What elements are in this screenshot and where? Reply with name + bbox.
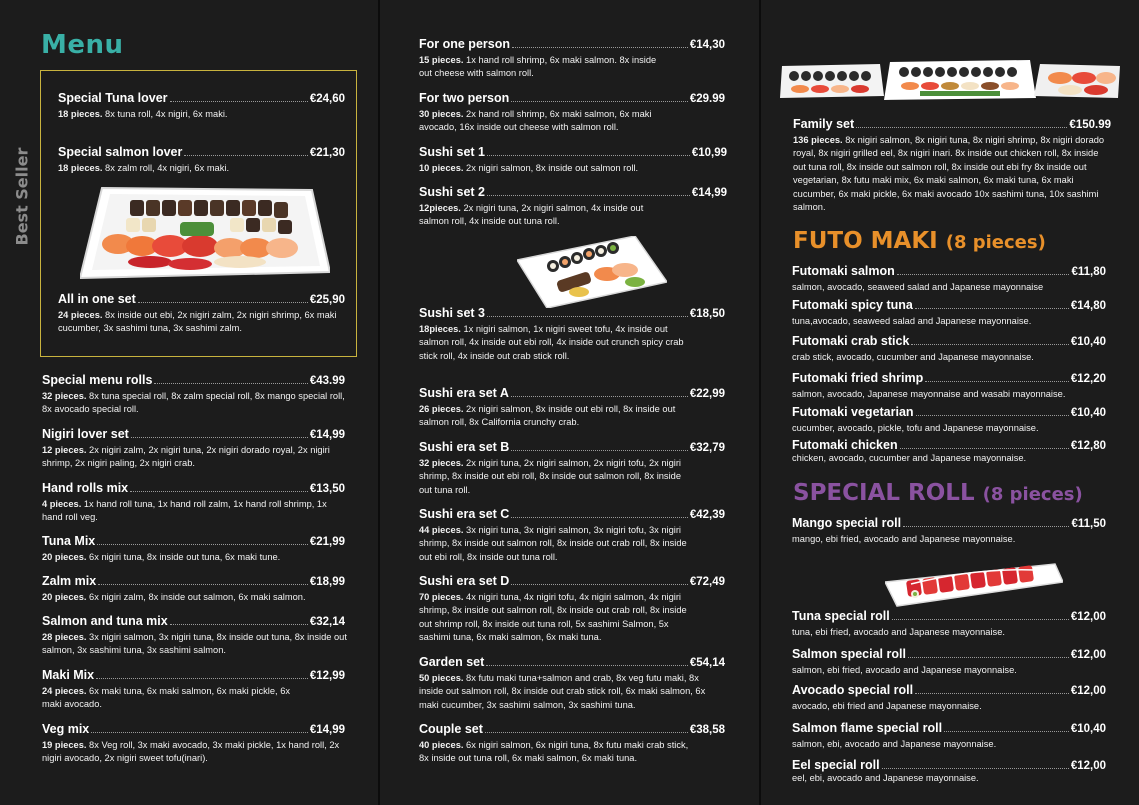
item-count: 26 pieces. <box>419 404 464 414</box>
menu-item <box>42 481 345 525</box>
menu-item <box>792 609 1106 639</box>
item-price: €14,99 <box>691 187 727 199</box>
item-description: tuna, ebi fried, avocado and Japanese mayonnaise. <box>792 627 1005 637</box>
item-count: 70 pieces. <box>419 592 464 602</box>
sushi-set-image <box>517 236 667 308</box>
item-description: salmon, ebi fried, avocado and Japanese mayonnaise. <box>792 665 1017 675</box>
item-price: €54,14 <box>689 657 725 669</box>
item-price: €12,00 <box>1070 760 1106 772</box>
item-price: €13,50 <box>309 483 345 495</box>
item-description: 1x hand roll tuna, 1x hand roll zalm, 1x hand roll shrimp, 1x hand roll veg. <box>42 499 327 523</box>
item-name: Futomaki chicken <box>792 438 898 452</box>
item-count: 19 pieces. <box>42 740 87 750</box>
menu-item <box>58 91 345 121</box>
menu-item <box>792 298 1106 328</box>
item-description: 6x nigiri tuna, 8x inside out tuna, 6x maki tune. <box>86 552 281 562</box>
item-description: 6x nigiri zalm, 8x inside out salmon, 6x maki salmon. <box>86 592 306 602</box>
menu-item <box>419 386 725 430</box>
item-count: 28 pieces. <box>42 632 87 642</box>
item-price: €14,99 <box>309 724 345 736</box>
item-price: €14,80 <box>1070 300 1106 312</box>
item-price: €32,14 <box>309 616 345 628</box>
item-description: chicken, avocado, cucumber and Japanese mayonnaise. <box>792 453 1027 463</box>
item-name: Futomaki crab stick <box>792 334 910 348</box>
item-price: €12,20 <box>1070 373 1106 385</box>
item-count: 24 pieces. <box>58 310 103 320</box>
item-count: 12pieces. <box>419 203 461 213</box>
item-price: €38,58 <box>689 724 725 736</box>
item-count: 18 pieces. <box>58 109 103 119</box>
item-name: Maki Mix <box>42 668 95 682</box>
item-price: €12,00 <box>1070 685 1106 697</box>
menu-item <box>792 758 1106 785</box>
item-count: 40 pieces. <box>419 740 464 750</box>
item-price: €21,30 <box>309 147 345 159</box>
item-name: Garden set <box>419 655 485 669</box>
menu-item <box>792 438 1106 465</box>
item-price: €10,40 <box>1070 407 1106 419</box>
item-count: 32 pieces. <box>419 458 464 468</box>
item-name: Tuna Mix <box>42 534 96 548</box>
item-description: 2x nigiri salmon, 8x inside out ebi roll, 8x inside out salmon roll, 8x California crunchy crab. <box>419 404 676 428</box>
menu-item <box>792 683 1106 713</box>
menu-item <box>792 371 1106 401</box>
futo-maki-title <box>793 228 1046 254</box>
menu-column-1 <box>0 0 378 805</box>
item-name: Special salmon lover <box>58 145 183 159</box>
menu-item <box>42 427 345 471</box>
menu-item <box>419 507 725 564</box>
section-title-text: FUTO MAKI <box>793 228 938 254</box>
item-name: Veg mix <box>42 722 90 736</box>
item-count: 20 pieces. <box>42 592 87 602</box>
item-name: Futomaki fried shrimp <box>792 371 924 385</box>
item-count: 30 pieces. <box>419 109 464 119</box>
item-name: Salmon and tuna mix <box>42 614 168 628</box>
item-name: For one person <box>419 37 510 51</box>
item-description: 2x nigiri zalm, 2x nigiri tuna, 2x nigiri dorado royal, 2x nigiri shrimp, 2x nigiri paling, 2x nigiri crab. <box>42 445 330 469</box>
menu-column-3 <box>761 0 1139 805</box>
menu-item <box>42 574 345 604</box>
menu-item <box>792 264 1106 294</box>
item-price: €12,80 <box>1070 440 1106 452</box>
item-description: crab stick, avocado, cucumber and Japanese mayonnaise. <box>792 352 1034 362</box>
menu-item <box>419 185 727 229</box>
page-title: Menu <box>41 30 124 60</box>
item-count: 4 pieces. <box>42 499 82 509</box>
menu-item <box>58 292 345 336</box>
item-price: €72,49 <box>689 576 725 588</box>
item-description: avocado, ebi fried and Japanese mayonnaise. <box>792 701 982 711</box>
item-description: mango, ebi fried, avocado and Japanese mayonnaise. <box>792 534 1016 544</box>
item-name: Nigiri lover set <box>42 427 129 441</box>
menu-item <box>42 722 345 766</box>
family-set-image <box>780 58 1120 102</box>
item-price: €14,99 <box>309 429 345 441</box>
special-roll-title <box>793 480 1083 506</box>
item-count: 18pieces. <box>419 324 461 334</box>
item-description: 8x nigiri salmon, 8x nigiri tuna, 8x nigiri shrimp, 8x nigiri dorado royal, 8x nigiri grilled eel, 8x nigiri inari. 8x inside out chicken roll, 8x inside out tuna roll, 8x inside out salmon roll, 8x inside out ebi fry 8x inside out vegetarian, 8x futu maki mix, 6x maki salmon, 6x maki tuna, 6x maki cucumber, 6x maki pickle, 6x maki avocado 10x sashimi tuna, 10x sashimi salmon. <box>793 135 1105 213</box>
item-count: 44 pieces. <box>419 525 464 535</box>
item-price: €18,50 <box>689 308 725 320</box>
item-name: Futomaki spicy tuna <box>792 298 913 312</box>
item-price: €12,99 <box>309 670 345 682</box>
menu-column-2 <box>380 0 759 805</box>
item-name: Hand rolls mix <box>42 481 129 495</box>
item-name: Sushi era set C <box>419 507 510 521</box>
item-price: €24,60 <box>309 93 345 105</box>
special-roll-image <box>885 554 1063 610</box>
item-price: €18,99 <box>309 576 345 588</box>
item-description: 4x nigiri tuna, 4x nigiri tofu, 4x nigiri salmon, 4x nigiri shrimp, 8x inside out salmon roll, 8x inside out crab roll, 8x inside out shrimp roll, 8x inside out tuna roll, 5x sashimi Salmon, 5x sashimi tuna, 6x maki salmon, 6x maki tuna. <box>419 592 687 643</box>
item-price: €10,99 <box>691 147 727 159</box>
item-name: Sushi set 2 <box>419 185 485 199</box>
best-seller-label: Best Seller <box>12 147 32 246</box>
item-description: eel, ebi, avocado and Japanese mayonnaise. <box>792 773 979 783</box>
menu-item <box>792 721 1106 751</box>
menu-item <box>792 516 1106 546</box>
item-name: Tuna special roll <box>792 609 890 623</box>
item-description: 2x nigiri salmon, 8x inside out salmon roll. <box>463 163 639 173</box>
item-description: cucumber, avocado, pickle, tofu and Japanese mayonnaise. <box>792 423 1039 433</box>
item-count: 12 pieces. <box>42 445 87 455</box>
item-name: Sushi era set A <box>419 386 509 400</box>
item-name: Family set <box>793 117 855 131</box>
item-price: €25,90 <box>309 294 345 306</box>
item-price: €11,80 <box>1071 266 1106 278</box>
item-description: 8x futu maki tuna+salmon and crab, 8x veg futu maki, 8x inside out salmon roll, 8x inside out crab stick roll, 6x maki salmon, 6x maki cucumber, 3x sashimi salmon, 3x sashimi tuna. <box>419 673 706 710</box>
item-name: Mango special roll <box>792 516 902 530</box>
menu-item <box>58 145 345 175</box>
item-name: Sushi era set D <box>419 574 510 588</box>
menu-item <box>42 614 354 658</box>
item-price: €14,30 <box>689 39 725 51</box>
item-price: €11,50 <box>1071 518 1106 530</box>
item-name: Special Tuna lover <box>58 91 168 105</box>
menu-item <box>419 306 725 363</box>
item-description: 1x nigiri salmon, 1x nigiri sweet tofu, 4x inside out salmon roll, 4x inside out ebi roll, 4x inside out crunch spicy crab stick roll, 4x inside out crab stick roll. <box>419 324 684 361</box>
item-description: 2x nigiri tuna, 2x nigiri salmon, 2x nigiri tofu, 2x nigiri shrimp, 8x inside out ebi roll, 8x inside out salmon roll, 8x inside out tuna roll. <box>419 458 681 495</box>
sushi-platter-image <box>80 180 330 285</box>
item-description: 6x nigiri salmon, 6x nigiri tuna, 8x futu maki crab stick, 8x inside out tuna roll, 6x maki salmon, 6x maki tuna. <box>419 740 689 764</box>
item-name: Sushi set 3 <box>419 306 485 320</box>
item-count: 136 pieces. <box>793 135 843 145</box>
item-price: €22,99 <box>689 388 725 400</box>
item-price: €43.99 <box>309 375 345 387</box>
item-count: 50 pieces. <box>419 673 464 683</box>
item-description: 8x inside out ebi, 2x nigiri zalm, 2x nigiri shrimp, 6x maki cucumber, 3x sashimi tuna, 3x sashimi zalm. <box>58 310 337 334</box>
menu-item <box>419 91 725 135</box>
menu-item <box>793 117 1113 214</box>
section-subtitle: (8 pieces) <box>945 232 1046 253</box>
item-name: Special menu rolls <box>42 373 153 387</box>
item-price: €42,39 <box>689 509 725 521</box>
item-description: 6x maki tuna, 6x maki salmon, 6x maki pickle, 6x maki avocado. <box>42 686 291 710</box>
item-name: All in one set <box>58 292 136 306</box>
item-description: 8x tuna roll, 4x nigiri, 6x maki. <box>102 109 228 119</box>
item-description: 8x zalm roll, 4x nigiri, 6x maki. <box>102 163 230 173</box>
item-name: Sushi era set B <box>419 440 510 454</box>
item-name: Futomaki vegetarian <box>792 405 914 419</box>
item-count: 32 pieces. <box>42 391 87 401</box>
item-description: 8x Veg roll, 3x maki avocado, 3x maki pickle, 1x hand roll, 2x nigiri avocado, 2x nigiri sweet tofu(inari). <box>42 740 340 764</box>
item-description: 2x hand roll shrimp, 6x maki salmon, 6x maki avocado, 16x inside out cheese with salmon roll. <box>419 109 652 133</box>
item-price: €12,00 <box>1070 649 1106 661</box>
menu-item <box>42 534 345 564</box>
item-name: For two person <box>419 91 510 105</box>
item-count: 20 pieces. <box>42 552 87 562</box>
item-name: Zalm mix <box>42 574 97 588</box>
item-description: salmon, avocado, seaweed salad and Japanese mayonnaise <box>792 282 1044 292</box>
item-name: Salmon special roll <box>792 647 906 661</box>
item-name: Futomaki salmon <box>792 264 895 278</box>
item-name: Couple set <box>419 722 483 736</box>
item-description: 8x tuna special roll, 8x zalm special roll, 8x mango special roll, 8x avocado special roll. <box>42 391 345 415</box>
menu-item <box>792 405 1106 435</box>
menu-item <box>42 668 345 712</box>
item-description: salmon, avocado, Japanese mayonnaise and wasabi mayonnaise. <box>792 389 1066 399</box>
section-title-text: SPECIAL ROLL <box>793 480 975 506</box>
menu-item <box>419 145 727 175</box>
menu-item <box>419 655 725 712</box>
item-price: €150.99 <box>1069 119 1111 131</box>
item-description: 1x hand roll shrimp, 6x maki salmon. 8x inside out cheese with salmon roll. <box>419 55 657 79</box>
item-price: €29.99 <box>689 93 725 105</box>
section-subtitle: (8 pieces) <box>982 484 1083 505</box>
item-count: 24 pieces. <box>42 686 87 696</box>
menu-item <box>419 574 725 645</box>
item-name: Avocado special roll <box>792 683 914 697</box>
menu-item <box>792 334 1106 364</box>
menu-item <box>42 373 345 417</box>
item-description: 3x nigiri tuna, 3x nigiri salmon, 3x nigiri tofu, 3x nigiri shrimp, 8x inside out salmon roll, 8x inside out crab roll, 8x inside out ebi roll, 8x inside out tuna roll. <box>419 525 687 562</box>
item-count: 10 pieces. <box>419 163 464 173</box>
item-description: tuna,avocado, seaweed salad and Japanese mayonnaise. <box>792 316 1032 326</box>
item-description: salmon, ebi, avocado and Japanese mayonnaise. <box>792 739 997 749</box>
item-name: Sushi set 1 <box>419 145 485 159</box>
item-count: 18 pieces. <box>58 163 103 173</box>
item-description: 2x nigiri tuna, 2x nigiri salmon, 4x inside out salmon roll, 4x inside out tuna roll. <box>419 203 644 227</box>
item-price: €10,40 <box>1070 723 1106 735</box>
item-name: Salmon flame special roll <box>792 721 943 735</box>
menu-item <box>419 440 725 497</box>
item-price: €10,40 <box>1070 336 1106 348</box>
item-price: €21,99 <box>309 536 345 548</box>
menu-item <box>419 37 725 81</box>
item-price: €12,00 <box>1070 611 1106 623</box>
menu-item <box>419 722 725 766</box>
menu-item <box>792 647 1106 677</box>
item-price: €32,79 <box>689 442 725 454</box>
item-count: 15 pieces. <box>419 55 464 65</box>
item-description: 3x nigiri salmon, 3x nigiri tuna, 8x inside out tuna, 8x inside out salmon, 3x sashimi tuna, 3x sashimi salmon. <box>42 632 347 656</box>
item-name: Eel special roll <box>792 758 880 772</box>
